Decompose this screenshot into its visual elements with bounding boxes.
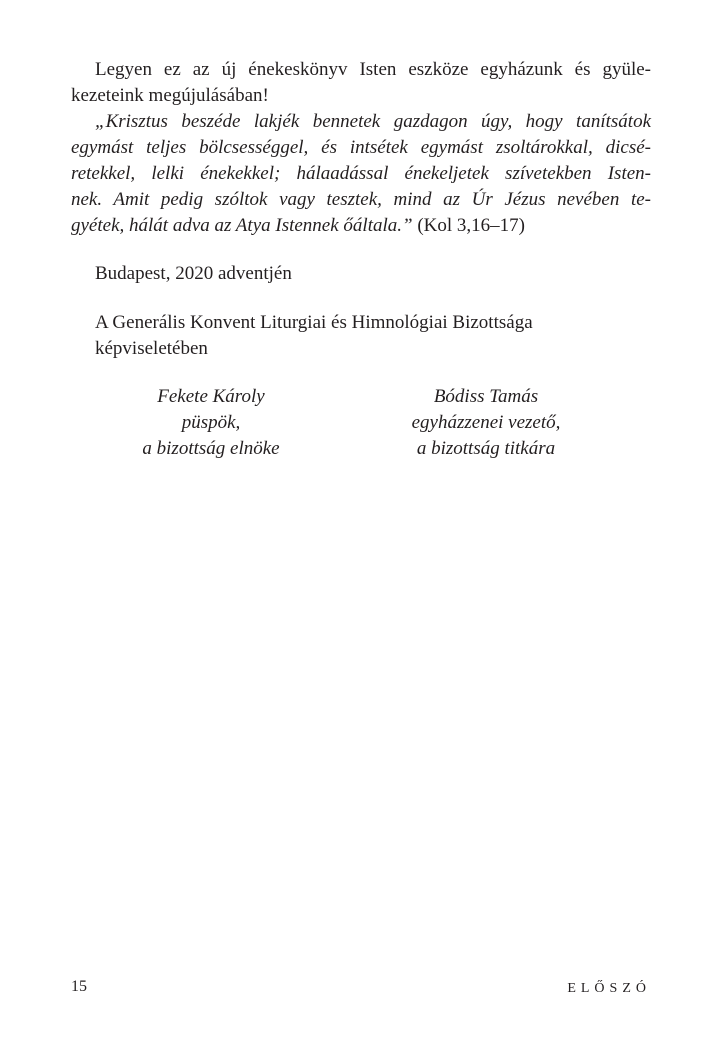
- bible-quote-line: „Krisztus beszéde lakjék bennetek gazdagon úgy, hogy tanítsátok: [95, 111, 651, 132]
- place-date: Budapest, 2020 adventjén: [95, 263, 292, 284]
- bible-quote-text: gyétek, hálát adva az Atya Istennek őáltala.”: [71, 215, 413, 236]
- signature-right-role: a bizottság titkára: [416, 438, 556, 459]
- signature-left-name: Fekete Károly: [157, 386, 265, 407]
- bible-quote-last-line: [71, 213, 651, 239]
- running-title: ELŐSZÓ: [567, 981, 651, 996]
- paragraph-line: kezeteink megújulásában!: [71, 85, 269, 106]
- paragraph-line: Legyen ez az új énekeskönyv Isten eszköze egyházunk és gyüle-: [95, 59, 651, 80]
- bible-quote-line: nek. Amit pedig szóltok vagy tesztek, mind az Úr Jézus nevében te-: [71, 189, 651, 210]
- bible-reference: (Kol 3,16–17): [412, 215, 525, 236]
- committee-line: képviseletében: [95, 338, 208, 359]
- bible-quote-line: egymást teljes bölcsességgel, és intsétek egymást zsoltárokkal, dicsé-: [71, 137, 651, 158]
- committee-line: A Generális Konvent Liturgiai és Himnológiai Bizottsága: [95, 312, 533, 333]
- signature-right-title: egyházzenei vezető,: [411, 412, 561, 433]
- signature-left-role: a bizottság elnöke: [142, 438, 280, 459]
- page-number: 15: [71, 978, 87, 995]
- signature-right-name: Bódiss Tamás: [433, 386, 539, 407]
- signature-left-title: püspök,: [181, 412, 241, 433]
- bible-quote-line: retekkel, lelki énekekkel; hálaadással énekeljetek szívetekben Isten-: [71, 163, 651, 184]
